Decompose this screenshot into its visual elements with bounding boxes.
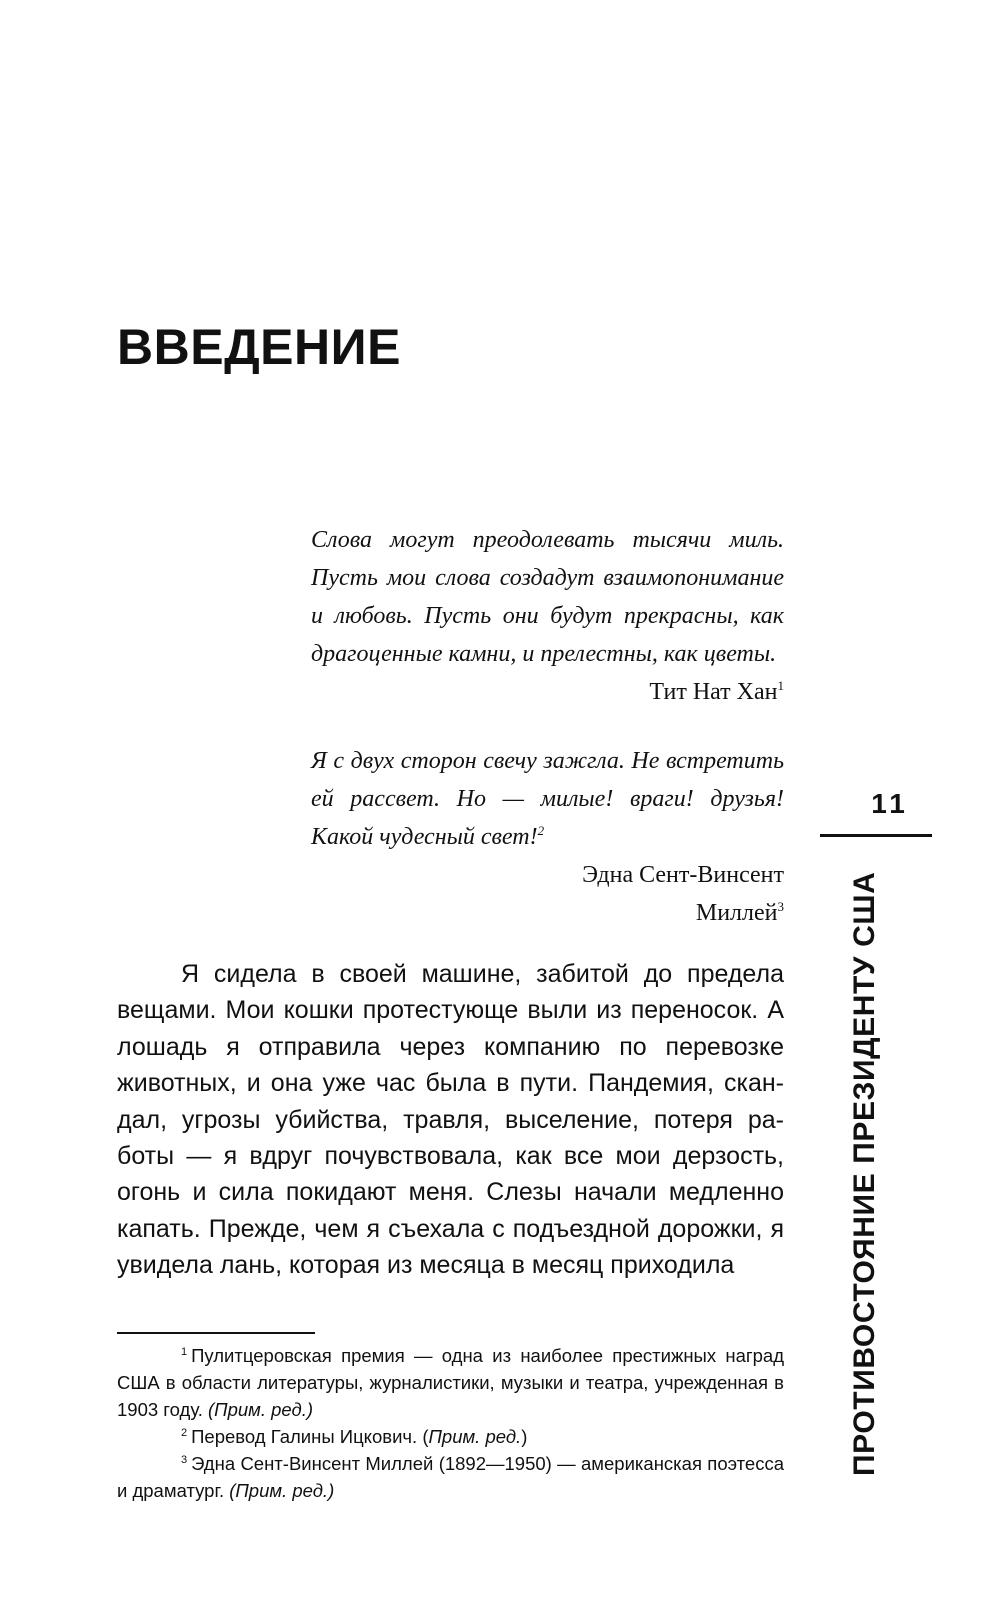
editor-note: (Прим. ред.) [229, 1480, 335, 1501]
epigraph-quote: Слова могут преодолевать тысячи миль. Пусть мои слова создадут взаимопонимание и любовь. Пусть они будут прекрасны, как драгоценные камни, и прелестны, как цветы. [311, 527, 784, 667]
footnote-mark: 2 [181, 1426, 188, 1439]
running-title: ПРОТИВОСТОЯНИЕ ПРЕЗИДЕНТУ США [848, 871, 881, 1476]
side-divider [820, 834, 932, 837]
body-paragraph: Я сидела в своей машине, забитой до предела вещами. Мои кошки протестующе выли из переносок. А лошадь я отправила через компанию по перевозке животных, и она уже час была в пути. Пандемия, скандал, угрозы убийства, травля, выселение, потеря работы — я вдруг почувствовала, как все мои дерзость, огонь и сила покидают меня. Слезы начали медленно капать. Прежде, чем я съехала с подъездной дорожки, я увидела лань, которая из месяца в месяц приходила [117, 960, 784, 1280]
footnote-1 [117, 1342, 784, 1423]
footnote-close: ) [521, 1426, 528, 1447]
footnote-3 [117, 1450, 784, 1504]
footnote-ref: 3 [777, 899, 784, 914]
footnote-mark: 3 [181, 1453, 188, 1466]
footnote-ref: 2 [537, 823, 545, 838]
epigraph-author [311, 673, 784, 711]
epigraph-2 [311, 742, 784, 932]
footnote-text: Эдна Сент-Винсент Миллей (1892—1950) — американская поэтесса и драматург. [117, 1453, 784, 1501]
author-name: Тит Нат Хан [649, 679, 778, 705]
page-number: 11 [871, 788, 909, 819]
footnote-text: Пулитцеровская премия — одна из наиболее престижных наград США в области литературы, журналистики, музыки и театра, учрежденная в 1903 году. [117, 1345, 784, 1420]
footnote-ref: 1 [777, 678, 784, 693]
epigraph-author-cont [311, 894, 784, 932]
epigraph-quote [311, 742, 784, 856]
editor-note: Прим. ред. [428, 1426, 522, 1447]
footnote-text: Перевод Галины Ицкович. ( [191, 1426, 429, 1447]
footnote-mark: 1 [181, 1345, 188, 1358]
editor-note: (Прим. ред.) [208, 1399, 314, 1420]
epigraph-author: Эдна Сент-Винсент [582, 862, 784, 888]
epigraph-1 [311, 521, 784, 711]
footnote-divider [117, 1332, 315, 1334]
footnotes [117, 1342, 784, 1504]
author-name: Миллей [695, 900, 778, 926]
footnote-2 [117, 1423, 784, 1450]
chapter-heading: ВВЕДЕНИЕ [117, 319, 401, 375]
quote-text: Я с двух сторон свечу зажгла. Не встретить ей рассвет. Но — милые! враги! друзья! Какой чудесный свет! [311, 748, 784, 850]
